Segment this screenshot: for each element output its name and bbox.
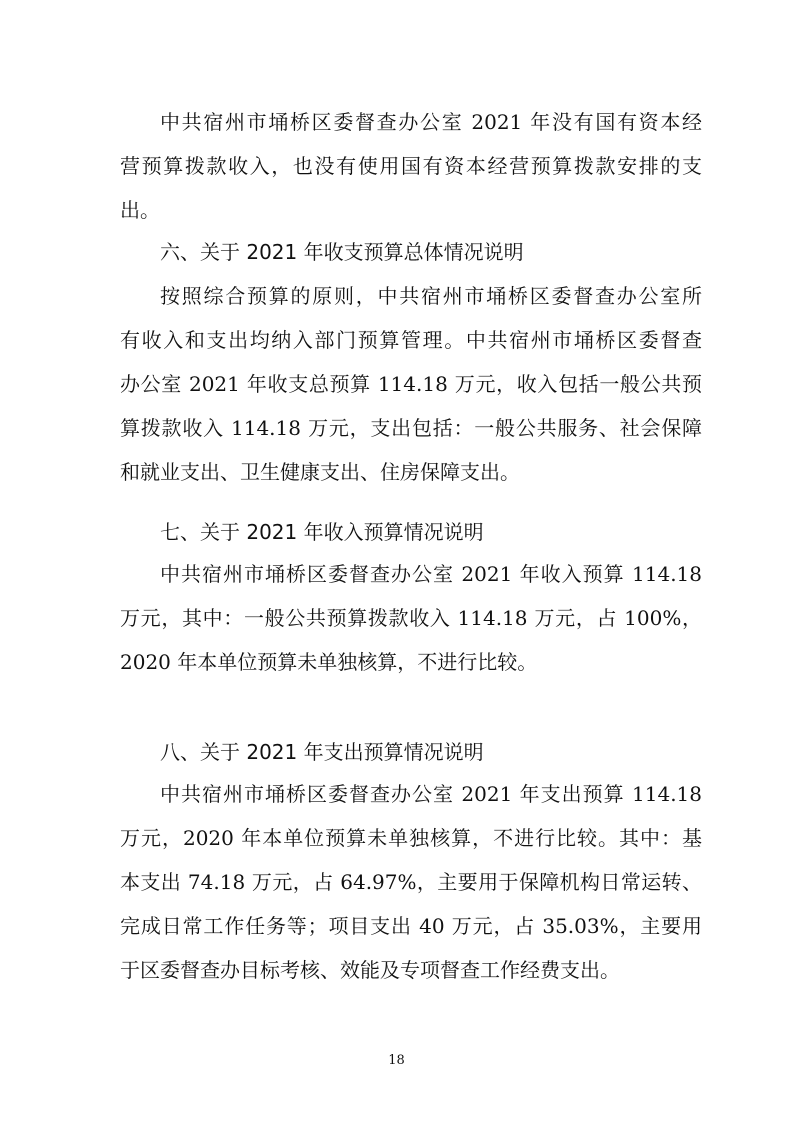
paragraph-line: 万元，2020 年本单位预算未单独核算，不进行比较。其中：基 <box>120 826 702 850</box>
paragraph-line: 本支出 74.18 万元，占 64.97%，主要用于保障机构日常运转、 <box>120 870 702 894</box>
paragraph-line: 有收入和支出均纳入部门预算管理。中共宿州市埇桥区委督查 <box>120 328 702 352</box>
section-heading: 六、关于 2021 年收支预算总体情况说明 <box>160 240 524 264</box>
paragraph-line: 营预算拨款收入，也没有使用国有资本经营预算拨款安排的支 <box>120 154 702 178</box>
paragraph-line: 算拨款收入 114.18 万元，支出包括：一般公共服务、社会保障 <box>120 416 702 440</box>
paragraph-line: 中共宿州市埇桥区委督查办公室 2021 年没有国有资本经 <box>160 110 702 134</box>
paragraph-line: 办公室 2021 年收支总预算 114.18 万元，收入包括一般公共预 <box>120 372 702 396</box>
page-number: 18 <box>388 1053 405 1068</box>
paragraph-line: 中共宿州市埇桥区委督查办公室 2021 年支出预算 114.18 <box>160 782 702 806</box>
paragraph-line: 2020 年本单位预算未单独核算，不进行比较。 <box>120 650 538 674</box>
paragraph-line: 于区委督查办目标考核、效能及专项督查工作经费支出。 <box>120 958 620 982</box>
section-heading: 八、关于 2021 年支出预算情况说明 <box>160 740 484 764</box>
paragraph-line: 中共宿州市埇桥区委督查办公室 2021 年收入预算 114.18 <box>160 562 702 586</box>
paragraph-line: 和就业支出、卫生健康支出、住房保障支出。 <box>120 460 520 484</box>
paragraph-line: 万元，其中：一般公共预算拨款收入 114.18 万元，占 100%， <box>120 606 702 630</box>
paragraph-line: 按照综合预算的原则，中共宿州市埇桥区委督查办公室所 <box>160 284 702 308</box>
section-heading: 七、关于 2021 年收入预算情况说明 <box>160 520 484 544</box>
paragraph-line: 完成日常工作任务等；项目支出 40 万元，占 35.03%，主要用 <box>120 914 702 938</box>
paragraph-line: 出。 <box>120 198 160 222</box>
